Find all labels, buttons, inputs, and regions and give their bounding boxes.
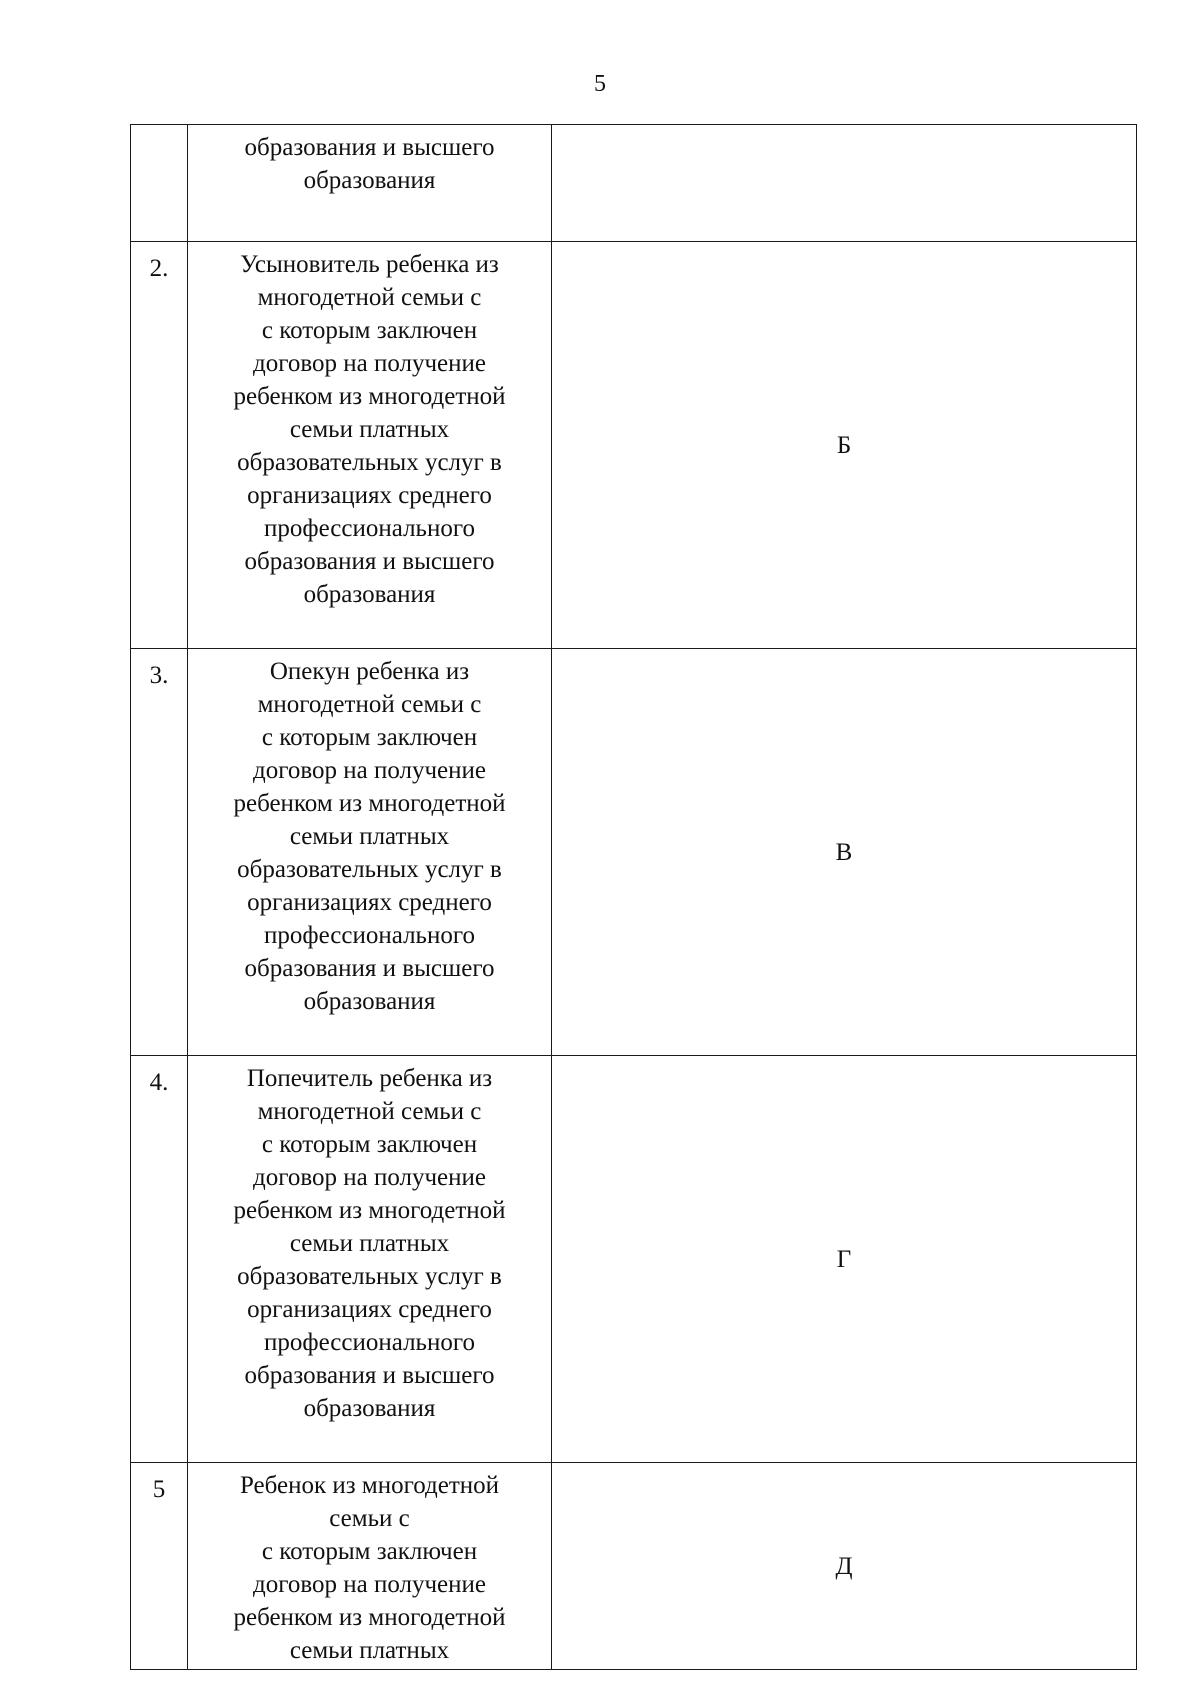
description-line: образования bbox=[303, 581, 436, 608]
description-line: семьи платных bbox=[289, 1230, 450, 1257]
description-line: договор на получение bbox=[252, 350, 486, 377]
description-cell bbox=[188, 1056, 552, 1463]
description-line: профессионального bbox=[264, 1329, 475, 1356]
description-line: семьи платных bbox=[289, 416, 450, 443]
description-cell bbox=[188, 649, 552, 1056]
description-line: образования bbox=[303, 988, 436, 1015]
category-code-cell: В bbox=[552, 649, 1137, 1056]
description-line: с которым заключен bbox=[261, 724, 478, 751]
description-line: профессионального bbox=[264, 922, 475, 949]
description-line: с которым заключен bbox=[261, 1131, 478, 1158]
table-row bbox=[131, 125, 1137, 242]
description-line: Опекун ребенка из bbox=[269, 658, 470, 685]
description-line: образования и высшего bbox=[244, 548, 495, 575]
description-line: образовательных услуг в bbox=[237, 856, 502, 883]
description-line: договор на получение bbox=[252, 1571, 486, 1598]
row-number-cell: 2. bbox=[131, 242, 188, 649]
description-line: договор на получение bbox=[252, 757, 486, 784]
row-number-cell: 3. bbox=[131, 649, 188, 1056]
description-line: образования bbox=[303, 167, 436, 194]
description-cell bbox=[188, 242, 552, 649]
description-line: профессионального bbox=[264, 515, 475, 542]
description-line: многодетной семьи с bbox=[257, 691, 482, 718]
category-code-cell bbox=[552, 125, 1137, 242]
row-number-cell: 4. bbox=[131, 1056, 188, 1463]
table-row bbox=[131, 242, 1137, 649]
category-code-cell: Г bbox=[552, 1056, 1137, 1463]
description-line: ребенком из многодетной bbox=[233, 383, 506, 410]
description-line: организациях среднего bbox=[247, 1296, 492, 1323]
description-line: договор на получение bbox=[252, 1164, 486, 1191]
description-line: многодетной семьи с bbox=[257, 284, 482, 311]
description-line: образовательных услуг в bbox=[237, 449, 502, 476]
table-row bbox=[131, 649, 1137, 1056]
description-line: ребенком из многодетной bbox=[233, 1604, 506, 1631]
description-line: образовательных услуг в bbox=[237, 1263, 502, 1290]
description-line: образования и высшего bbox=[244, 134, 495, 161]
page-number: 5 bbox=[594, 71, 606, 97]
row-number-cell: 5 bbox=[131, 1463, 188, 1670]
description-line: Усыновитель ребенка из bbox=[240, 251, 499, 278]
table-row bbox=[131, 1463, 1137, 1670]
category-code-cell: Б bbox=[552, 242, 1137, 649]
description-line: организациях среднего bbox=[247, 482, 492, 509]
description-line: Попечитель ребенка из bbox=[246, 1065, 493, 1092]
description-line: образования и высшего bbox=[244, 1362, 495, 1389]
description-line: семьи с bbox=[329, 1505, 410, 1532]
description-line: образования и высшего bbox=[244, 955, 495, 982]
table-row bbox=[131, 1056, 1137, 1463]
description-line: организациях среднего bbox=[247, 889, 492, 916]
description-cell bbox=[188, 125, 552, 242]
document-table bbox=[130, 124, 1137, 1670]
description-line: семьи платных bbox=[289, 823, 450, 850]
description-line: с которым заключен bbox=[261, 1538, 478, 1565]
description-line: с которым заключен bbox=[261, 317, 478, 344]
table-body bbox=[131, 125, 1137, 1670]
description-line: образования bbox=[303, 1395, 436, 1422]
category-code-cell: Д bbox=[552, 1463, 1137, 1670]
description-line: ребенком из многодетной bbox=[233, 1197, 506, 1224]
description-line: семьи платных bbox=[289, 1637, 450, 1664]
description-line: Ребенок из многодетной bbox=[239, 1472, 500, 1499]
description-line: многодетной семьи с bbox=[257, 1098, 482, 1125]
description-line: ребенком из многодетной bbox=[233, 790, 506, 817]
description-cell bbox=[188, 1463, 552, 1670]
row-number-cell bbox=[131, 125, 188, 242]
